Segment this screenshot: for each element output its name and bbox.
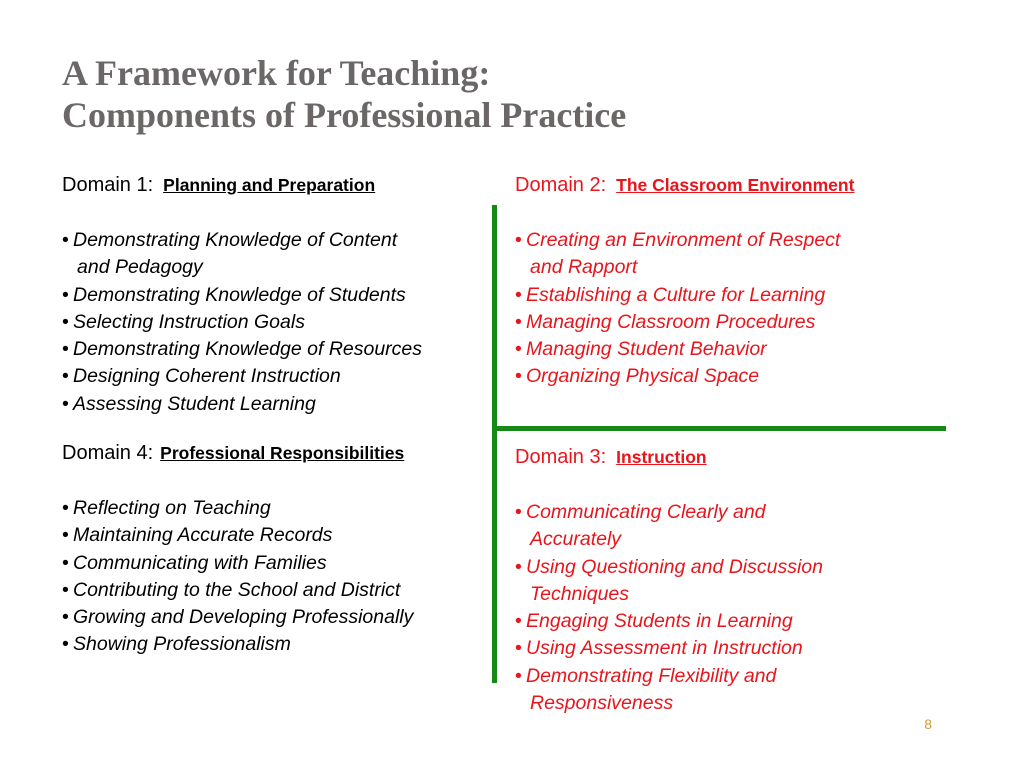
component-text: Demonstrating Knowledge of Content: [73, 229, 398, 251]
horizontal-divider: [495, 426, 946, 431]
domain-4-name: Professional Responsibilities: [160, 443, 405, 463]
domain-4-component: [62, 522, 413, 549]
component-text: Demonstrating Knowledge of Resources: [73, 338, 423, 361]
domain-4-heading: [62, 437, 413, 467]
domain-2-component-list: [515, 227, 854, 391]
component-text: Using Assessment in Instruction: [526, 637, 803, 660]
domain-4-component: [62, 604, 413, 631]
domain-2-quadrant: [515, 169, 854, 391]
page-number: 8: [924, 716, 932, 732]
domain-2-component: [515, 363, 854, 390]
component-text: Communicating Clearly and: [526, 501, 766, 523]
domain-2-heading: [515, 169, 854, 199]
component-text-continuation: and Rapport: [530, 256, 638, 279]
component-text-continuation: and Pedagogy: [77, 256, 203, 279]
component-text: Maintaining Accurate Records: [73, 524, 333, 547]
domain-1-label: Domain 1:: [62, 174, 154, 196]
domain-2-component: [515, 282, 854, 309]
domain-3-name: Instruction: [616, 447, 707, 467]
vertical-divider: [492, 205, 497, 683]
domain-3-component: [515, 663, 823, 718]
domain-4-component: [62, 631, 413, 658]
component-text: Reflecting on Teaching: [73, 497, 271, 519]
domain-3-quadrant: [515, 441, 823, 717]
domain-2-component: [515, 336, 854, 363]
component-text: Managing Student Behavior: [526, 338, 767, 361]
domain-1-heading: [62, 169, 422, 199]
domain-1-component: [62, 363, 422, 390]
domain-2-component: [515, 309, 854, 336]
domain-3-component-list: [515, 499, 823, 717]
component-text: Demonstrating Knowledge of Students: [73, 283, 406, 306]
domain-3-component: [515, 499, 823, 554]
slide-title-line-2: Components of Professional Practice: [62, 95, 627, 135]
component-text: Demonstrating Flexibility and: [526, 664, 777, 687]
domain-3-component: [515, 635, 823, 662]
domain-1-component: [62, 391, 422, 418]
component-text: Selecting Instruction Goals: [73, 310, 305, 333]
domain-1-name: Planning and Preparation: [163, 175, 376, 195]
component-text: Designing Coherent Instruction: [73, 365, 341, 388]
component-text: Showing Professionalism: [73, 633, 291, 656]
domain-2-name: The Classroom Environment: [616, 175, 855, 195]
domain-1-component: [62, 336, 422, 363]
domain-1-component: [62, 282, 422, 309]
component-text-continuation: Responsiveness: [530, 692, 674, 715]
domain-1-quadrant: [62, 169, 422, 418]
domain-4-component: [62, 577, 413, 604]
domain-4-component: [62, 550, 413, 577]
domain-1-component: [62, 309, 422, 336]
component-text: Communicating with Families: [73, 551, 327, 574]
component-text: Creating an Environment of Respect: [526, 229, 841, 251]
component-text: Using Questioning and Discussion: [526, 555, 823, 578]
component-text: Engaging Students in Learning: [526, 610, 793, 633]
component-text: Growing and Developing Professionally: [73, 606, 414, 629]
domain-2-label: Domain 2:: [515, 174, 607, 196]
domain-4-label: Domain 4:: [62, 442, 154, 464]
domain-3-component: [515, 554, 823, 609]
slide-title-line-1: A Framework for Teaching:: [62, 53, 491, 93]
domain-2-component: [515, 227, 854, 282]
domain-1-component-list: [62, 227, 422, 418]
domain-4-quadrant: [62, 437, 413, 659]
component-text: Contributing to the School and District: [73, 578, 401, 601]
component-text-continuation: Techniques: [530, 582, 630, 605]
component-text: Establishing a Culture for Learning: [526, 283, 826, 306]
component-text-continuation: Accurately: [530, 528, 622, 551]
domain-3-label: Domain 3:: [515, 446, 607, 468]
component-text: Organizing Physical Space: [526, 365, 760, 388]
domain-4-component-list: [62, 495, 413, 659]
component-text: Assessing Student Learning: [73, 392, 316, 415]
domain-1-component: [62, 227, 422, 282]
domain-3-heading: [515, 441, 823, 471]
component-text: Managing Classroom Procedures: [526, 310, 816, 333]
slide-title: [62, 52, 626, 136]
domain-3-component: [515, 608, 823, 635]
domain-4-component: [62, 495, 413, 522]
